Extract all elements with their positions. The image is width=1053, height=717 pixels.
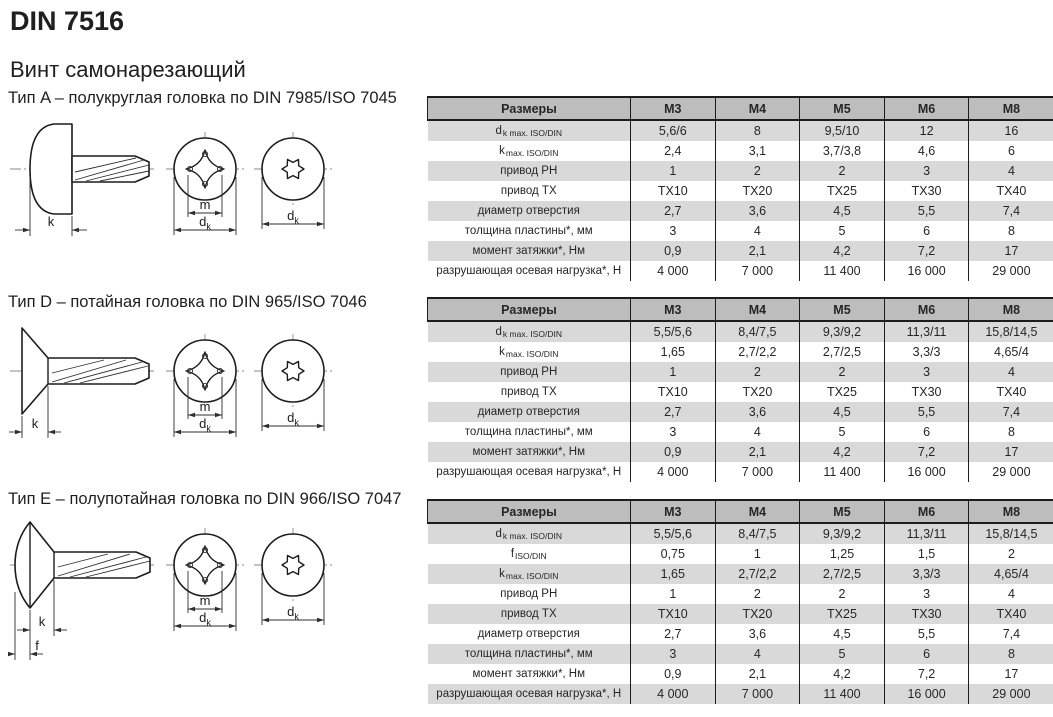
column-header: M6 — [884, 500, 969, 523]
cell-value: TX30 — [884, 604, 969, 624]
cell-value: 5,5 — [884, 624, 969, 644]
phillips-recess-view — [160, 331, 250, 446]
section-heading-type-a: Тип A – полукруглая головка по DIN 7985/ISO 7045 — [8, 89, 397, 107]
cell-value: 2,7 — [631, 402, 716, 422]
svg-text:dk: $d_k$ — [287, 208, 299, 226]
table-row — [428, 141, 1053, 161]
dimensions-table-type-d — [427, 297, 1053, 482]
row-label: диаметр отверстия — [428, 402, 631, 422]
row-label: dk max. ISO/DIN — [428, 321, 631, 342]
table-row — [428, 564, 1053, 584]
cell-value: 7 000 — [715, 462, 800, 482]
row-label-subscript: ISO/DIN — [515, 551, 547, 561]
cell-value: 2,7/2,5 — [800, 342, 885, 362]
row-label: диаметр отверстия — [428, 624, 631, 644]
svg-text:dk: $d_k$ — [199, 214, 211, 232]
cell-value: 3,3/3 — [884, 564, 969, 584]
column-header: M8 — [969, 97, 1053, 120]
cell-value: 5,5 — [884, 201, 969, 221]
cell-value: 2 — [800, 584, 885, 604]
cell-value: 8 — [969, 422, 1053, 442]
column-header: M4 — [715, 298, 800, 321]
torx-recess-view — [248, 129, 338, 244]
row-label-subscript: k max. ISO/DIN — [502, 128, 562, 138]
cell-value: 0,75 — [631, 544, 716, 564]
cell-value: 2,7/2,5 — [800, 564, 885, 584]
row-label: привод TX — [428, 382, 631, 402]
table-row — [428, 221, 1053, 241]
row-label: момент затяжки*, Нм — [428, 664, 631, 684]
table-row — [428, 442, 1053, 462]
page-subtitle: Винт самонарезающий — [10, 57, 246, 82]
section-heading-type-e: Тип E – полупотайная головка по DIN 966/ISO 7047 — [8, 490, 402, 508]
cell-value: 1 — [631, 584, 716, 604]
row-label: разрушающая осевая нагрузка*, Н — [428, 684, 631, 704]
cell-value: 2,7 — [631, 624, 716, 644]
cell-value: 3,6 — [715, 201, 800, 221]
row-label-subscript: max. ISO/DIN — [505, 349, 559, 359]
svg-text:m: m — [199, 593, 211, 608]
cell-value: 4,65/4 — [969, 564, 1053, 584]
table-row — [428, 241, 1053, 261]
table-row — [428, 422, 1053, 442]
cell-value: 4 000 — [631, 462, 716, 482]
cell-value: 4 — [969, 584, 1053, 604]
row-label: толщина пластины*, мм — [428, 644, 631, 664]
table-row — [428, 201, 1053, 221]
screw-side-view-countersunk-head — [8, 316, 158, 446]
cell-value: 7,2 — [884, 664, 969, 684]
table-row — [428, 644, 1053, 664]
dimensions-table-type-e — [427, 499, 1053, 704]
row-label: разрушающая осевая нагрузка*, Н — [428, 462, 631, 482]
row-label: привод TX — [428, 181, 631, 201]
table-row — [428, 402, 1053, 422]
row-label: kmax. ISO/DIN — [428, 141, 631, 161]
phillips-recess-view — [160, 525, 250, 640]
column-header: M3 — [631, 298, 716, 321]
row-label: dk max. ISO/DIN — [428, 523, 631, 544]
page-title: DIN 7516 — [10, 6, 125, 36]
table-row — [428, 462, 1053, 482]
table-row — [428, 624, 1053, 644]
cell-value: 9,3/9,2 — [800, 321, 885, 342]
cell-value: 8 — [715, 120, 800, 141]
row-label: kmax. ISO/DIN — [428, 342, 631, 362]
table-row — [428, 362, 1053, 382]
drawing-type-e — [8, 510, 423, 672]
cell-value: 6 — [884, 422, 969, 442]
cell-value: TX20 — [715, 604, 800, 624]
cell-value: 8,4/7,5 — [715, 523, 800, 544]
cell-value: TX25 — [800, 181, 885, 201]
row-label: момент затяжки*, Нм — [428, 442, 631, 462]
cell-value: 4 — [969, 161, 1053, 181]
drawing-type-a — [8, 114, 423, 246]
cell-value: 17 — [969, 664, 1053, 684]
cell-value: 7,2 — [884, 442, 969, 462]
cell-value: 4,5 — [800, 624, 885, 644]
cell-value: 3 — [884, 584, 969, 604]
cell-value: TX10 — [631, 382, 716, 402]
cell-value: TX10 — [631, 604, 716, 624]
cell-value: 4,2 — [800, 241, 885, 261]
cell-value: 3 — [631, 644, 716, 664]
cell-value: 16 000 — [884, 684, 969, 704]
cell-value: 0,9 — [631, 241, 716, 261]
cell-value: 0,9 — [631, 442, 716, 462]
cell-value: 1 — [631, 161, 716, 181]
cell-value: 5 — [800, 221, 885, 241]
row-label: диаметр отверстия — [428, 201, 631, 221]
cell-value: 11,3/11 — [884, 321, 969, 342]
column-header: M5 — [800, 97, 885, 120]
cell-value: 1,65 — [631, 564, 716, 584]
table-row — [428, 382, 1053, 402]
cell-value: 3,6 — [715, 624, 800, 644]
cell-value: 2 — [715, 362, 800, 382]
cell-value: 2,7/2,2 — [715, 564, 800, 584]
cell-value: 4,2 — [800, 442, 885, 462]
cell-value: 5 — [800, 644, 885, 664]
column-header: M8 — [969, 500, 1053, 523]
svg-text:m: m — [199, 197, 211, 212]
cell-value: 8,4/7,5 — [715, 321, 800, 342]
row-label: момент затяжки*, Нм — [428, 241, 631, 261]
drawing-type-d — [8, 316, 423, 448]
cell-value: 2,1 — [715, 664, 800, 684]
table-row — [428, 664, 1053, 684]
table-header-row — [428, 298, 1053, 321]
row-label-subscript: k max. ISO/DIN — [502, 531, 562, 541]
svg-text:dk: $d_k$ — [199, 416, 211, 434]
table-row — [428, 120, 1053, 141]
cell-value: 4,5 — [800, 201, 885, 221]
cell-value: 3,6 — [715, 402, 800, 422]
svg-text:k: k — [38, 614, 46, 629]
table-row — [428, 584, 1053, 604]
cell-value: 9,3/9,2 — [800, 523, 885, 544]
cell-value: 2,1 — [715, 442, 800, 462]
cell-value: 1,65 — [631, 342, 716, 362]
row-label: толщина пластины*, мм — [428, 422, 631, 442]
row-label: fISO/DIN — [428, 544, 631, 564]
cell-value: 5,5/5,6 — [631, 321, 716, 342]
cell-value: 7 000 — [715, 684, 800, 704]
cell-value: 2,7/2,2 — [715, 342, 800, 362]
table-header-row — [428, 500, 1053, 523]
cell-value: 3,1 — [715, 141, 800, 161]
cell-value: 16 — [969, 120, 1053, 141]
screw-side-view-raised-countersunk-head — [8, 510, 158, 670]
torx-recess-view — [248, 331, 338, 446]
cell-value: 7,4 — [969, 201, 1053, 221]
cell-value: 5,6/6 — [631, 120, 716, 141]
table-row — [428, 261, 1053, 281]
cell-value: TX25 — [800, 604, 885, 624]
cell-value: 11,3/11 — [884, 523, 969, 544]
cell-value: 2 — [800, 362, 885, 382]
column-header: M5 — [800, 500, 885, 523]
svg-text:m: m — [199, 399, 211, 414]
table-row — [428, 161, 1053, 181]
cell-value: 4 — [715, 422, 800, 442]
cell-value: TX25 — [800, 382, 885, 402]
cell-value: TX40 — [969, 382, 1053, 402]
cell-value: 7,4 — [969, 402, 1053, 422]
column-header: Размеры — [428, 97, 631, 120]
table-row — [428, 604, 1053, 624]
column-header: M5 — [800, 298, 885, 321]
cell-value: 4,2 — [800, 664, 885, 684]
cell-value: 4 — [969, 362, 1053, 382]
cell-value: TX20 — [715, 382, 800, 402]
column-header: M3 — [631, 500, 716, 523]
cell-value: 3,3/3 — [884, 342, 969, 362]
cell-value: 29 000 — [969, 684, 1053, 704]
row-label-subscript: max. ISO/DIN — [505, 571, 559, 581]
section-heading-type-d: Тип D – потайная головка по DIN 965/ISO 7046 — [8, 293, 367, 311]
cell-value: 1 — [715, 544, 800, 564]
table-row — [428, 523, 1053, 544]
cell-value: 1 — [631, 362, 716, 382]
cell-value: 2 — [715, 584, 800, 604]
table-header-row — [428, 97, 1053, 120]
row-label: kmax. ISO/DIN — [428, 564, 631, 584]
column-header: M3 — [631, 97, 716, 120]
svg-text:dk: $d_k$ — [287, 604, 299, 622]
cell-value: 4 — [715, 221, 800, 241]
svg-text:f: f — [35, 638, 39, 653]
row-label-subscript: k max. ISO/DIN — [502, 329, 562, 339]
column-header: M6 — [884, 97, 969, 120]
svg-text:k: k — [31, 416, 39, 431]
dimensions-table-type-a — [427, 96, 1053, 281]
cell-value: 11 400 — [800, 462, 885, 482]
cell-value: 16 000 — [884, 261, 969, 281]
row-label: привод TX — [428, 604, 631, 624]
column-header: M4 — [715, 97, 800, 120]
cell-value: 2,1 — [715, 241, 800, 261]
table-row — [428, 684, 1053, 704]
column-header: M8 — [969, 298, 1053, 321]
row-label: привод PH — [428, 584, 631, 604]
svg-text:dk: $d_k$ — [199, 610, 211, 628]
cell-value: 15,8/14,5 — [969, 523, 1053, 544]
row-label: привод PH — [428, 362, 631, 382]
cell-value: 8 — [969, 644, 1053, 664]
cell-value: 11 400 — [800, 261, 885, 281]
cell-value: 5 — [800, 422, 885, 442]
cell-value: TX10 — [631, 181, 716, 201]
cell-value: TX40 — [969, 181, 1053, 201]
cell-value: 2 — [800, 161, 885, 181]
column-header: M6 — [884, 298, 969, 321]
cell-value: 4 000 — [631, 261, 716, 281]
cell-value: 11 400 — [800, 684, 885, 704]
row-label: толщина пластины*, мм — [428, 221, 631, 241]
cell-value: TX40 — [969, 604, 1053, 624]
table-row — [428, 321, 1053, 342]
cell-value: 29 000 — [969, 261, 1053, 281]
cell-value: 0,9 — [631, 664, 716, 684]
table-row — [428, 181, 1053, 201]
cell-value: 3 — [884, 161, 969, 181]
cell-value: 4,6 — [884, 141, 969, 161]
row-label: разрушающая осевая нагрузка*, Н — [428, 261, 631, 281]
phillips-recess-view — [160, 129, 250, 244]
svg-text:dk: $d_k$ — [287, 410, 299, 428]
cell-value: TX20 — [715, 181, 800, 201]
row-label-subscript: max. ISO/DIN — [505, 148, 559, 158]
cell-value: 3 — [631, 422, 716, 442]
column-header: Размеры — [428, 298, 631, 321]
row-label: dk max. ISO/DIN — [428, 120, 631, 141]
cell-value: 29 000 — [969, 462, 1053, 482]
cell-value: 17 — [969, 442, 1053, 462]
row-label: привод PH — [428, 161, 631, 181]
svg-text:k: k — [47, 214, 55, 229]
cell-value: 4,5 — [800, 402, 885, 422]
cell-value: 6 — [969, 141, 1053, 161]
table-row — [428, 342, 1053, 362]
screw-side-view-pan-head — [8, 114, 158, 244]
cell-value: TX30 — [884, 382, 969, 402]
cell-value: 7 000 — [715, 261, 800, 281]
cell-value: 16 000 — [884, 462, 969, 482]
cell-value: 8 — [969, 221, 1053, 241]
cell-value: 4,65/4 — [969, 342, 1053, 362]
column-header: Размеры — [428, 500, 631, 523]
cell-value: 3 — [631, 221, 716, 241]
cell-value: 1,25 — [800, 544, 885, 564]
cell-value: 6 — [884, 221, 969, 241]
cell-value: 1,5 — [884, 544, 969, 564]
cell-value: 7,2 — [884, 241, 969, 261]
table-row — [428, 544, 1053, 564]
cell-value: 5,5 — [884, 402, 969, 422]
cell-value: 4 000 — [631, 684, 716, 704]
cell-value: 2 — [969, 544, 1053, 564]
cell-value: TX30 — [884, 181, 969, 201]
cell-value: 2,4 — [631, 141, 716, 161]
cell-value: 15,8/14,5 — [969, 321, 1053, 342]
torx-recess-view — [248, 525, 338, 640]
cell-value: 7,4 — [969, 624, 1053, 644]
cell-value: 2 — [715, 161, 800, 181]
cell-value: 5,5/5,6 — [631, 523, 716, 544]
cell-value: 4 — [715, 644, 800, 664]
cell-value: 6 — [884, 644, 969, 664]
column-header: M4 — [715, 500, 800, 523]
cell-value: 2,7 — [631, 201, 716, 221]
cell-value: 3,7/3,8 — [800, 141, 885, 161]
cell-value: 9,5/10 — [800, 120, 885, 141]
cell-value: 3 — [884, 362, 969, 382]
cell-value: 12 — [884, 120, 969, 141]
cell-value: 17 — [969, 241, 1053, 261]
